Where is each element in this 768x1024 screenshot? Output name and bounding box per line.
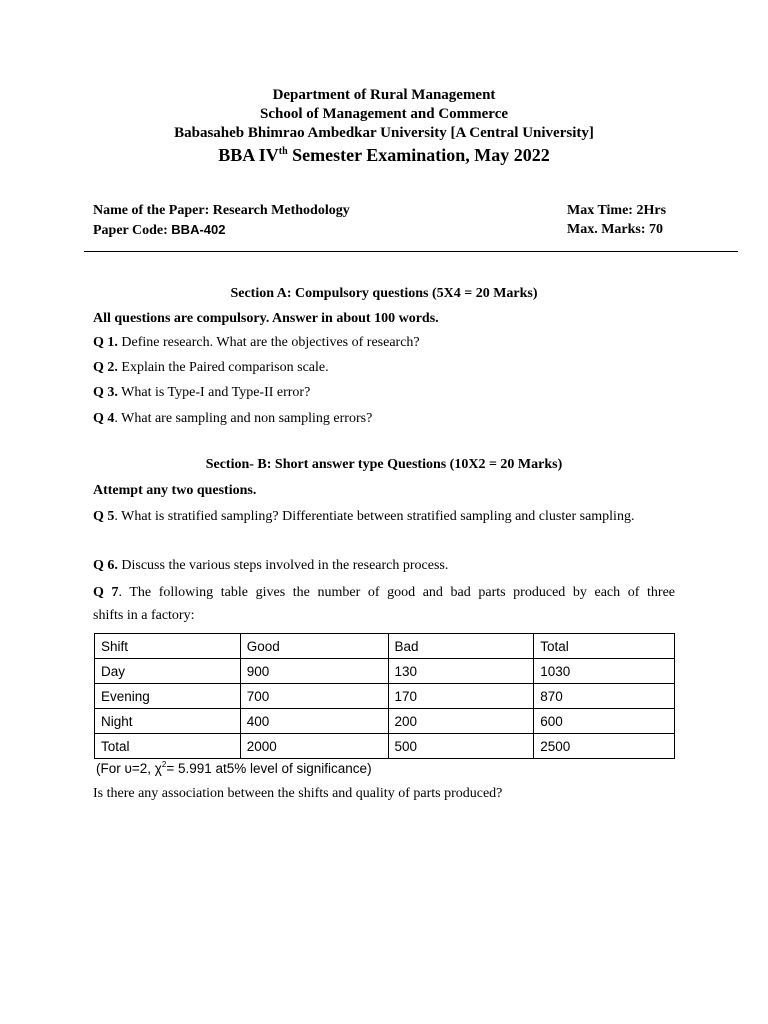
question-4: Q 4. What are sampling and non sampling errors? [93,411,373,426]
question-7-line-1: Q 7. The following table gives the number of good and bad parts produced by each of three [93,585,675,600]
table-header-cell: Shift [95,634,241,659]
table-cell: 400 [240,709,388,734]
question-6: Q 6. Discuss the various steps involved in the research process. [93,558,449,573]
table-cell: Night [95,709,241,734]
table-cell: Total [95,734,241,759]
shift-parts-table [94,633,675,759]
school-name: School of Management and Commerce [259,106,509,122]
chi-square-note: (For υ=2, $\chi^2= 5.991$ at5% level of significance) [96,760,372,776]
table-cell: 1030 [534,659,675,684]
exam-title: BBA IVth Semester Examination, May 2022 [218,145,550,165]
question-2: Q 2. Explain the Paired comparison scale. [93,360,329,375]
table-row [95,734,675,759]
department-name: Department of Rural Management [272,87,496,103]
paper-code: Paper Code: BBA-402 [93,222,226,238]
table-cell: 500 [388,734,534,759]
header-divider [84,251,738,252]
table-row [95,709,675,734]
question-5: Q 5. What is stratified sampling? Differentiate between stratified sampling and cluster sampling. [93,509,635,524]
max-marks: Max. Marks: 70 [567,222,664,237]
question-1: Q 1. Define research. What are the objectives of research? [93,335,420,350]
table-header-cell: Good [240,634,388,659]
table-cell: 700 [240,684,388,709]
table-cell: 2500 [534,734,675,759]
table-cell: 2000 [240,734,388,759]
table-header-cell: Bad [388,634,534,659]
table-row [95,684,675,709]
section-a-title: Section A: Compulsory questions (5X4 = 20 Marks) [230,286,538,301]
table-cell: 170 [388,684,534,709]
section-b-title: Section- B: Short answer type Questions (10X2 = 20 Marks) [205,457,563,472]
table-cell: 200 [388,709,534,734]
table-cell: Evening [95,684,241,709]
paper-code-value: BBA-402 [171,222,226,237]
max-time: Max Time: 2Hrs [567,203,667,218]
question-7-line-2: shifts in a factory: [93,608,195,623]
paper-name: Name of the Paper: Research Methodology [93,203,350,218]
university-name: Babasaheb Bhimrao Ambedkar University [A Central University] [174,125,594,141]
table-cell: 870 [534,684,675,709]
association-question: Is there any association between the shifts and quality of parts produced? [93,786,503,801]
question-3: Q 3. What is Type-I and Type-II error? [93,385,311,400]
table-cell: Day [95,659,241,684]
section-b-instruction: Attempt any two questions. [93,483,257,498]
table-cell: 600 [534,709,675,734]
section-a-instruction: All questions are compulsory. Answer in about 100 words. [93,311,439,326]
table-cell: 900 [240,659,388,684]
table-header-row [95,634,675,659]
table-row [95,659,675,684]
table-cell: 130 [388,659,534,684]
table-header-cell: Total [534,634,675,659]
